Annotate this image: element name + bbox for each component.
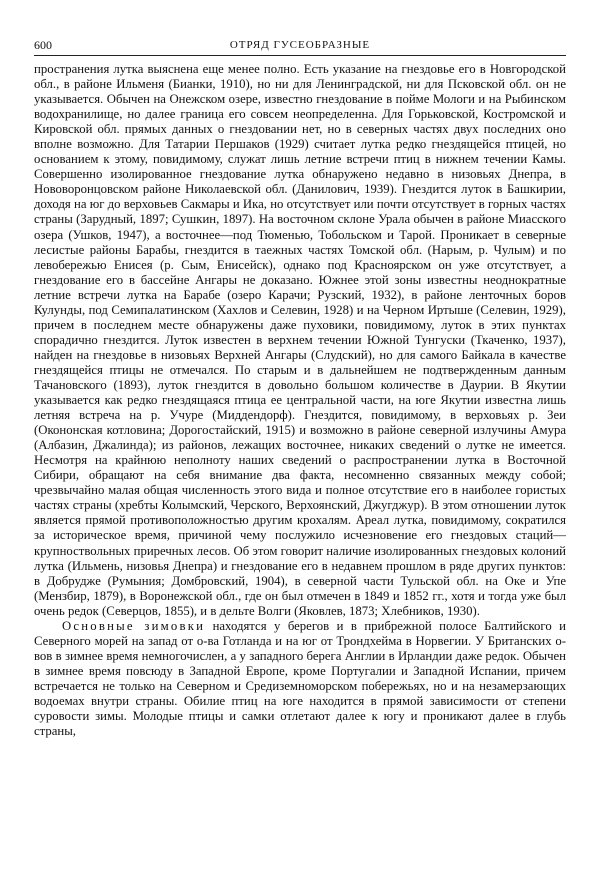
page-number: 600: [34, 38, 52, 52]
paragraph-wintering-lead: Основные зимовки: [62, 618, 206, 633]
section-title: ОТРЯД ГУСЕОБРАЗНЫЕ: [229, 39, 371, 51]
body-text: [34, 62, 566, 739]
header-rule: [34, 55, 566, 56]
paragraph-wintering: [34, 619, 566, 739]
paragraph-wintering-text: находятся у берегов и в прибрежной полосе Балтийского и Северного морей на запад от о-ва Готланда и на юг от Трондхейма в Норвегии. У Британских о-вов в зимнее время немногочислен, а у западного берега Англии в Ирландии даже редок. Обычен в зимнее время повсюду в Западной Европе, кроме Португалии и Западной Испании, причем встречается не только на Северном и Средиземноморском побережьях, но и на незамерзающих водоемах внутри страны. Обилие птиц на юге находится в прямой зависимости от степени суровости зимы. Молодые птицы и самки отлетают далее к югу и проникают далее в глубь страны,: [34, 618, 566, 739]
paragraph-distribution: пространения лутка выяснена еще менее полно. Есть указание на гнездовье его в Новгородской обл., в районе Ильменя (Бианки, 1910), но ни для Ленинградской, ни для Псковской обл. он не указывается. Обычен на Онежском озере, известно гнездование в пойме Мологи и на Рыбинском водохранилище, но далее граница его совсем неопределенна. Для Горьковской, Костромской и Кировской обл. прямых данных о гнездовании нет, но в северных частях двух последних оно вполне возможно. Для Татарии Першаков (1929) считает лутка редко гнездящейся птицей, но основанием к этому, повидимому, служат лишь летние встречи птиц в нижнем течении Камы. Совершенно изолированное гнездование лутка обнаружено недавно в низовьях Днепра, в Нововоронцовском районе Николаевской обл. (Данилович, 1939). Гнездится луток в Башкирии, доходя на юг до верховьев Сакмары и Ика, но отсутствует или почти отсутствует в горных частях страны (Зарудный, 1897; Сушкин, 1897). На восточном склоне Урала обычен в районе Миасского озера (Ушков, 1947), а восточнее—под Тюменью, Тобольском и Тарой. Проникает в северные лесистые районы Барабы, гнездится в таежных частях Томской обл. (Нарым, р. Чулым) и по левобережью Енисея (р. Сым, Енисейск), однако под Красноярском он уже отсутствует, а гнездование его в бассейне Ангары не доказано. Южнее этой зоны известны неоднократные летние встречи лутка на Барабе (озеро Карачи; Рузский, 1932), в районе ленточных боров Кулунды, под Семипалатинском (Хахлов и Селевин, 1928) и на Черном Иртыше (Селевин, 1929), причем в последнем месте обнаружены даже пуховики, повидимому, луток в этих пунктах спорадично гнездится. Луток известен в верхнем течении Южной Тунгуски (Ткаченко, 1937), найден на гнездовье в низовьях Верхней Ангары (Слудский), но для самого Байкала в качестве гнездящейся птицы не отмечался. По старым и в дальнейшем не подтвержденным данным Тачановского (1893), луток гнездится в довольно большом количестве в Даурии. В Якутии указывается как редко гнездящаяся птица ее центральной части, на юге Якутии известна лишь летняя встреча на р. Учуре (Миддендорф). Гнездится, повидимому, в верховьях р. Зеи (Окононская котловина; Дорогостайский, 1915) и возможно в районе северной излучины Амура (Албазин, Джалинда); из районов, лежащих восточнее, никаких сведений о лутке не имеется. Несмотря на крайнюю неполноту наших сведений о распространении лутка в Восточной Сибири, обращают на себя внимание два факта, несомненно связанных между собой; чрезвычайно малая общая численность этого вида и полное отсутствие его в наиболее гористых частях страны (хребты Колымский, Черского, Верхоянский, Джугджур). В этом отношении луток является прямой противоположностью другим крохалям. Ареал лутка, повидимому, сократился за историческое время, причиной чему послужило исчезновение его гнездовых стаций—крупноствольных приречных лесов. Об этом говорит наличие изолированных гнездовых колоний лутка (Ильмень, низовья Днепра) и гнездование его в недавнем прошлом в ряде других пунктов: в Добрудже (Румыния; Домбровский, 1904), в северной части Тульской обл. на Оке и Упе (Мензбир, 1879), в Воронежской обл., где он был отмечен в 1849 и 1852 гг., хотя и тогда уже был очень редок (Северцов, 1855), и в дельте Волги (Яковлев, 1873; Хлебников, 1930).: [34, 62, 566, 618]
running-head: [34, 36, 566, 54]
